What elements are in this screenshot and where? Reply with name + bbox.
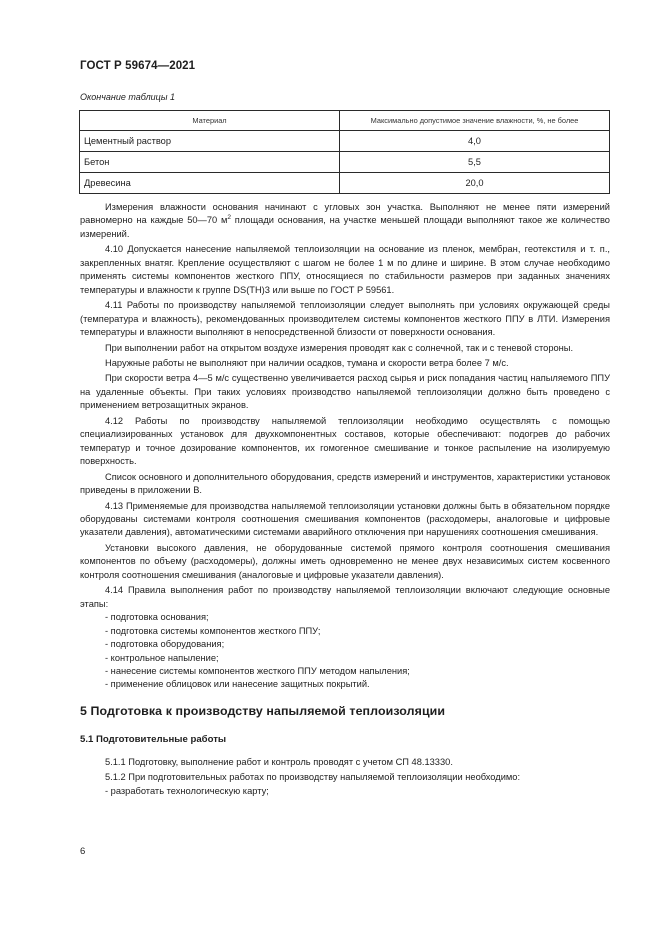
paragraph-4-13: 4.13 Применяемые для производства напыляемой теплоизоляции установки должны быть в обязательном порядке оборудованы системами контроля соотношения смешивания компонентов (расходомеры, аналоговые и цифровые указатели давления), автоматическими системами аварийного отключения при нарушениях соотношения смешивания. [80, 500, 610, 538]
paragraph-4-11: 4.11 Работы по производству напыляемой теплоизоляции следует выполнять при условиях окружающей среды (температура и влажность), рекомендованных производителем системы компонентов жесткого ППУ в ЛТИ. Измерения температуры и влажности выполняют в непосредственной близости от поверхности основания. [80, 300, 610, 338]
paragraph-text: площади основания, на участке меньшей площади выполняют такое же количество измерений. [80, 215, 610, 239]
table-cell-value: 20,0 [340, 173, 610, 194]
page-number: 6 [80, 846, 86, 857]
table-cell-value: 4,0 [340, 131, 610, 152]
table-row [80, 173, 610, 194]
list-item: - нанесение системы компонентов жесткого ППУ методом напыления; [105, 665, 410, 676]
subsection-heading: 5.1 Подготовительные работы [80, 733, 227, 745]
table-cell-material: Цементный раствор [80, 131, 340, 152]
paragraph-outdoor-measurement: При выполнении работ на открытом воздухе измерения проводят как с солнечной, так и с теневой стороны. [105, 342, 574, 353]
list-item: - разработать технологическую карту; [105, 785, 269, 796]
moisture-table [79, 110, 610, 194]
table-header-row [80, 111, 610, 131]
paragraph-text: Измерения влажности основания начинают с угловых зон участка. Выполняют не менее пяти измерений равномерно на каждые 50—70 м [80, 202, 610, 226]
document-body [80, 201, 610, 798]
paragraph-moisture-measurement [80, 201, 610, 241]
table-row [80, 152, 610, 173]
list-item: - подготовка системы компонентов жесткого ППУ; [105, 625, 321, 636]
column-header-moisture: Максимально допустимое значение влажности, %, не более [340, 111, 610, 131]
table-caption: Окончание таблицы 1 [80, 92, 175, 102]
document-header: ГОСТ Р 59674—2021 [80, 60, 196, 72]
paragraph-outdoor-restrictions: Наружные работы не выполняют при наличии осадков, тумана и скорости ветра более 7 м/с. [105, 357, 509, 368]
paragraph-4-12: 4.12 Работы по производству напыляемой теплоизоляции необходимо осуществлять с помощью специализированных установок для двухкомпонентных составов, которые обеспечивают: подогрев до рабочих температур и точное дозирование компонентов, их гомогенное смешивание и тонкое распыление на изолируемую поверхность. [80, 415, 610, 467]
list-item: - подготовка основания; [105, 612, 209, 623]
paragraph-high-pressure: Установки высокого давления, не оборудованные системой прямого контроля соотношения смешивания компонентов по объему (расходомеры), должны иметь одновременно не менее двух независимых систем косвенного контроля соотношения смешивания (аналоговые и цифровые указатели давления). [80, 542, 610, 580]
paragraph-4-10: 4.10 Допускается нанесение напыляемой теплоизоляции на основание из пленок, мембран, геотекстиля и т. п., закрепленных внатяг. Крепление осуществляют с шагом не более 1 м по длине и ширине. В этом случае необходимо применять системы компонентов жесткого ППУ, относящиеся по стабильности размеров при заданных значениях температуры и влажности к группе DS(TH)3 или выше по ГОСТ Р 59561. [80, 244, 610, 295]
paragraph-5-1-1: 5.1.1 Подготовку, выполнение работ и контроль проводят с учетом СП 48.13330. [105, 756, 453, 767]
paragraph-5-1-2: 5.1.2 При подготовительных работах по производству напыляемой теплоизоляции необходимо: [105, 772, 521, 783]
superscript: 2 [227, 214, 231, 222]
paragraph-equipment-list: Список основного и дополнительного оборудования, средств измерений и инструментов, характеристики установок приведены в приложении В. [80, 471, 610, 496]
list-item: - подготовка оборудования; [105, 639, 225, 650]
list-item: - контрольное напыление; [105, 652, 219, 663]
paragraph-4-14: 4.14 Правила выполнения работ по производству напыляемой теплоизоляции включают следующие основные этапы: [80, 585, 610, 609]
list-item: - применение облицовок или нанесение защитных покрытий. [105, 679, 370, 690]
section-heading: 5 Подготовка к производству напыляемой теплоизоляции [80, 703, 446, 718]
table-cell-material: Древесина [80, 173, 340, 194]
table-cell-material: Бетон [80, 152, 340, 173]
paragraph-wind-speed: При скорости ветра 4—5 м/с существенно увеличивается расход сырья и риск попадания частиц напыляемого ППУ на удаленные объекты. При таких условиях производство напыляемой теплоизоляции должно быть проведено с применением ветрозащитных экранов. [80, 373, 610, 411]
column-header-material: Материал [80, 111, 340, 131]
table-row [80, 131, 610, 152]
table-cell-value: 5,5 [340, 152, 610, 173]
